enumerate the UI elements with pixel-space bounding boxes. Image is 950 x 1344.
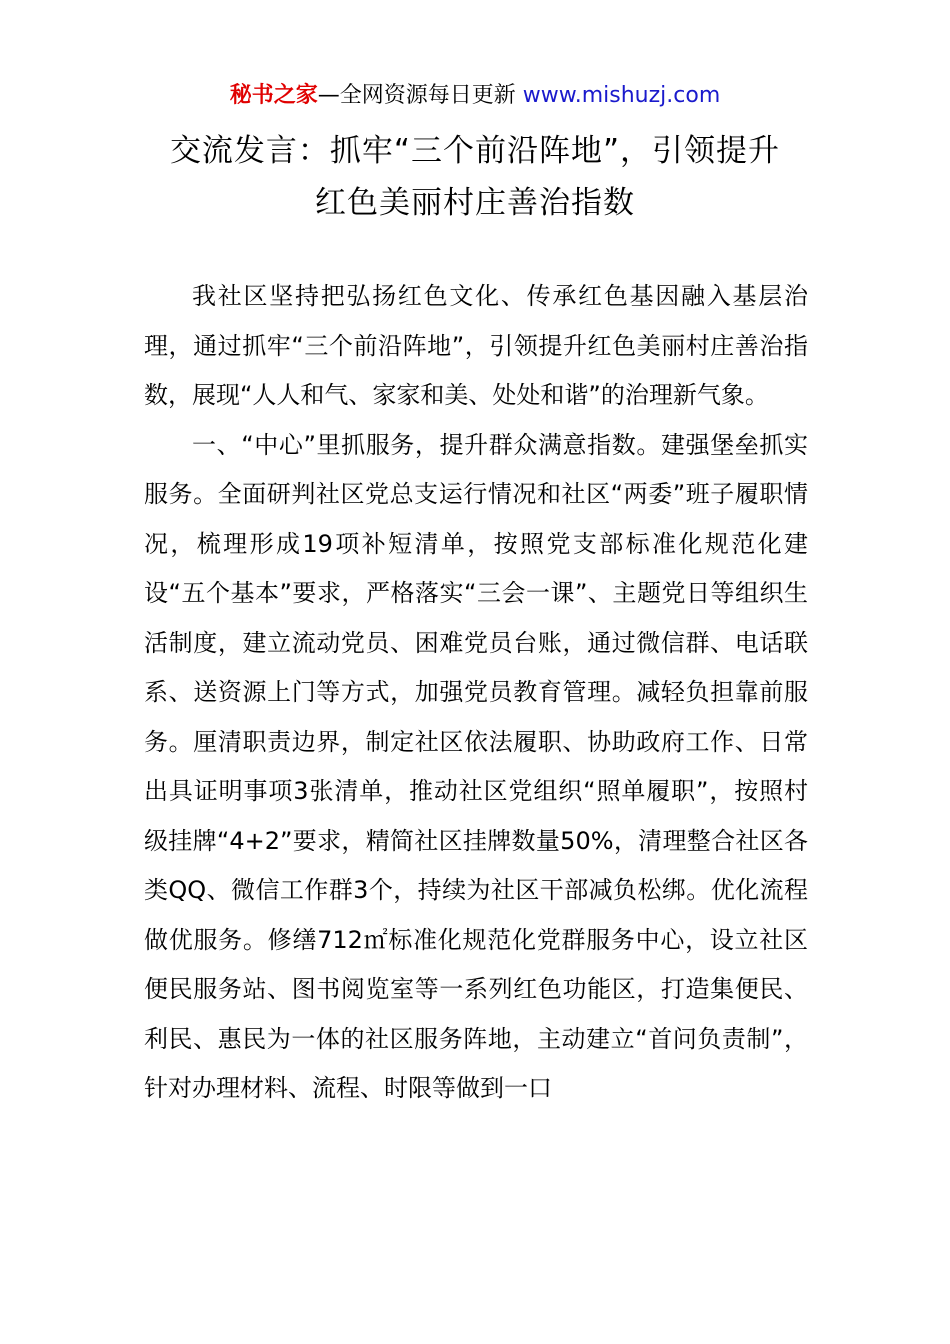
- site-url-link[interactable]: www.mishuzj.com: [522, 83, 721, 108]
- site-header: [0, 80, 950, 112]
- header-tagline: —全网资源每日更新: [317, 83, 523, 108]
- document-title: [0, 125, 950, 229]
- title-line-1: 交流发言：抓牢“三个前沿阵地”，引领提升: [169, 133, 781, 169]
- brand-name: 秘书之家: [229, 83, 318, 108]
- document-body: [144, 272, 808, 1114]
- title-line-2: 红色美丽村庄善治指数: [315, 185, 635, 221]
- paragraph-section-1: 一、“中心”里抓服务，提升群众满意指数。建强堡垒抓实服务。全面研判社区党总支运行情况和社区“两委”班子履职情况，梳理形成19项补短清单，按照党支部标准化规范化建设“五个基本”要求，严格落实“三会一课”、主题党日等组织生活制度，建立流动党员、困难党员台账，通过微信群、电话联系、送资源上门等方式，加强党员教育管理。减轻负担靠前服务。厘清职责边界，制定社区依法履职、协助政府工作、日常出具证明事项3张清单，推动社区党组织“照单履职”，按照村级挂牌“4+2”要求，精简社区挂牌数量50%，清理整合社区各类QQ、微信工作群3个，持续为社区干部减负松绑。优化流程做优服务。修缮712㎡标准化规范化党群服务中心，设立社区便民服务站、图书阅览室等一系列红色功能区，打造集便民、利民、惠民为一体的社区服务阵地，主动建立“首问负责制”，针对办理材料、流程、时限等做到一口: [144, 430, 808, 1102]
- paragraph-intro: 我社区坚持把弘扬红色文化、传承红色基因融入基层治理，通过抓牢“三个前沿阵地”，引领提升红色美丽村庄善治指数，展现“人人和气、家家和美、处处和谐”的治理新气象。: [144, 282, 808, 409]
